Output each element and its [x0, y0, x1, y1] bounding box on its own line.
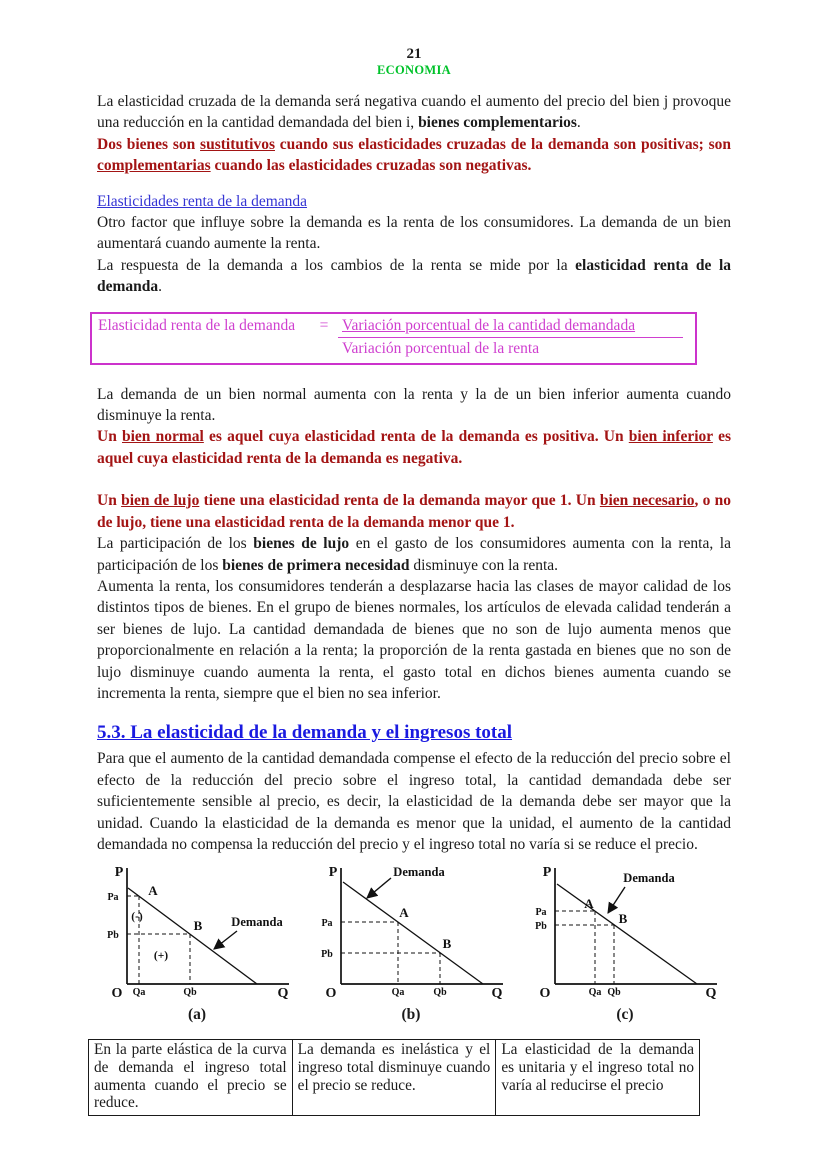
text-run: La participación de los [97, 535, 254, 553]
equals-sign: = [319, 316, 329, 334]
table-cell-inelastic: La demanda es inelástica y el ingreso total disminuye cuando el precio se reduce. [292, 1040, 496, 1115]
paragraph-substitutes-complements [97, 134, 731, 177]
point-a-label: A [584, 896, 594, 912]
axis-q-label: Q [277, 986, 289, 1001]
demand-curve [343, 882, 483, 984]
text-run: . [158, 278, 163, 296]
price-a-label: Pa [535, 907, 547, 919]
text-bold: bienes de primera necesidad [222, 556, 410, 574]
text-run: Un [97, 428, 122, 446]
formula-label: Elasticidad renta de la demanda [98, 316, 296, 334]
paragraph-luxury-share [97, 533, 731, 576]
text-run: Dos bienes son [97, 135, 201, 153]
quantity-a-label: Qa [588, 987, 602, 999]
table-cell-unitary: La elasticidad de la demanda es unitaria y el ingreso total no varía al reducirse el precio [496, 1040, 700, 1115]
formula-box [90, 312, 697, 365]
demand-arrow [608, 887, 625, 913]
origin-label: O [325, 986, 337, 1001]
text-run: en el gasto de los consumidores aumenta con la renta, la participación de los [97, 535, 731, 574]
price-b-label: Pb [107, 930, 119, 942]
minus-region-label: (-) [131, 911, 143, 924]
origin-label: O [539, 986, 551, 1001]
price-b-label: Pb [535, 921, 547, 933]
demand-arrow [214, 931, 237, 949]
formula-fraction [338, 316, 683, 359]
text-run: tiene una elasticidad renta de la demanda mayor que 1. Un [199, 492, 600, 510]
demand-arrow [367, 878, 391, 898]
axis-q-label: Q [491, 986, 503, 1001]
text-underline: bien normal [122, 428, 204, 446]
paragraph-cross-elasticity [97, 91, 731, 134]
demand-diagram-b [311, 862, 511, 1024]
demand-diagram-c [525, 862, 725, 1024]
demand-chart-inelastic [311, 862, 511, 1000]
paragraph-income-response [97, 255, 731, 298]
text-run: disminuye con la renta. [409, 556, 559, 574]
quantity-b-label: Qb [607, 987, 621, 999]
quantity-b-label: Qb [433, 987, 447, 999]
formula-numerator: Variación porcentual de la cantidad demandada [338, 316, 683, 338]
text-bold: bienes de lujo [253, 535, 350, 553]
quantity-a-label: Qa [391, 987, 405, 999]
text-run: es aquel cuya elasticidad renta de la demanda es positiva. Un [203, 428, 629, 446]
text-run: La respuesta de la demanda a los cambios de la renta se mide por la [97, 256, 576, 274]
plus-region-label: (+) [153, 950, 169, 963]
demand-label: Demanda [393, 865, 445, 880]
formula-denominator: Variación porcentual de la renta [342, 339, 540, 357]
demand-curve [128, 888, 257, 984]
revenue-summary-table [88, 1039, 700, 1115]
origin-label: O [111, 986, 123, 1001]
text-underline: bien inferior [628, 428, 713, 446]
paragraph-normal-inferior: La demanda de un bien normal aumenta con la renta y la de un bien inferior aumenta cuando disminuye la renta. [97, 385, 731, 425]
diagram-caption-a: (a) [187, 1006, 207, 1024]
price-b-label: Pb [321, 949, 333, 961]
point-b-label: B [618, 911, 628, 927]
text-underline: bien de lujo [121, 492, 200, 510]
demand-diagrams-row [97, 862, 725, 1024]
text-run: cuando las elasticidades cruzadas son negativas. [210, 157, 532, 175]
diagram-caption-b: (b) [401, 1006, 421, 1024]
axis-p-label: P [328, 865, 338, 881]
axis-p-label: P [114, 865, 124, 881]
text-underline: sustitutivos [200, 135, 275, 153]
paragraph-income-factor: Otro factor que influye sobre la demanda es la renta de los consumidores. La demanda de un bien aumentará cuando aumente la renta. [97, 214, 731, 253]
text-run: es aquel cuya elasticidad renta de la demanda es negativa. [97, 428, 731, 467]
paragraph-luxury-necessary-definition [97, 490, 731, 533]
paragraph-income-increase: Aumenta la renta, los consumidores tenderán a desplazarse hacia las clases de mayor calidad de los distintos tipos de bienes. En el grupo de bienes normales, los artículos de elevada calidad tenderán a ser bienes de lujo. La cantidad demandada de bienes que no son de lujo aumenta menos que proporcionalmente en relación a la renta; la proporción de la renta gastada en bienes que no son de lujo disminuye cuando aumenta la renta, el gasto total en dichos bienes aumenta cuando se incrementa la renta, siempre que el bien no sea inferior. [97, 577, 731, 702]
table-row [89, 1040, 700, 1115]
heading-section-5-3: 5.3. La elasticidad de la demanda y el ingresos total [97, 722, 513, 744]
text-run: cuando sus elasticidades cruzadas de la demanda son positivas; son [274, 135, 731, 153]
text-bold: bienes complementarios [418, 114, 577, 132]
quantity-b-label: Qb [183, 987, 197, 999]
table-cell-elastic: En la parte elástica de la curva de demanda el ingreso total aumenta cuando el precio se reduce. [89, 1040, 293, 1115]
axis-q-label: Q [705, 986, 717, 1001]
text-run: . [576, 114, 581, 132]
text-run: , o no de lujo, tiene una elasticidad renta de la demanda menor que 1. [97, 492, 731, 531]
quantity-a-label: Qa [132, 987, 146, 999]
text-bold: elasticidad renta de la demanda [97, 256, 731, 296]
demand-chart-unitary [525, 862, 725, 1000]
point-b-label: B [193, 918, 203, 934]
price-a-label: Pa [321, 918, 333, 930]
demand-curve [557, 884, 697, 984]
demand-label: Demanda [623, 871, 675, 886]
page-number: 21 [406, 46, 422, 62]
demand-diagram-a [97, 862, 297, 1024]
text-run: La elasticidad cruzada de la demanda será negativa cuando el aumento del precio del bien j provoque una reducción en la cantidad demandada del bien i, [97, 93, 731, 132]
paragraph-normal-inferior-definition [97, 426, 731, 469]
diagram-caption-c: (c) [616, 1006, 634, 1024]
demand-label: Demanda [231, 915, 283, 930]
heading-income-elasticity: Elasticidades renta de la demanda [97, 192, 308, 210]
point-a-label: A [399, 905, 409, 921]
price-a-label: Pa [107, 892, 119, 904]
text-underline: complementarias [97, 157, 211, 175]
text-run: Un [97, 492, 122, 510]
demand-chart-elastic [97, 862, 297, 1000]
axis-p-label: P [542, 865, 552, 881]
page-subject: ECONOMIA [377, 63, 451, 77]
text-underline: bien necesario [599, 492, 695, 510]
point-a-label: A [148, 883, 158, 899]
spacer [97, 469, 731, 490]
point-b-label: B [442, 936, 452, 952]
paragraph-elasticity-total-revenue: Para que el aumento de la cantidad demandada compense el efecto de la reducción del precio sobre el efecto de la reducción del precio sobre el ingreso total, la cantidad demandada debe ser suficientemente sensible al precio, es decir, la elasticidad de la demanda debe ser mayor que la unidad. Cuando la elasticidad de la demanda es menor que la unidad, el aumento de la cantidad demandada no compensa la reducción del precio y el ingreso total no varía si se reduce el precio. [97, 750, 731, 853]
